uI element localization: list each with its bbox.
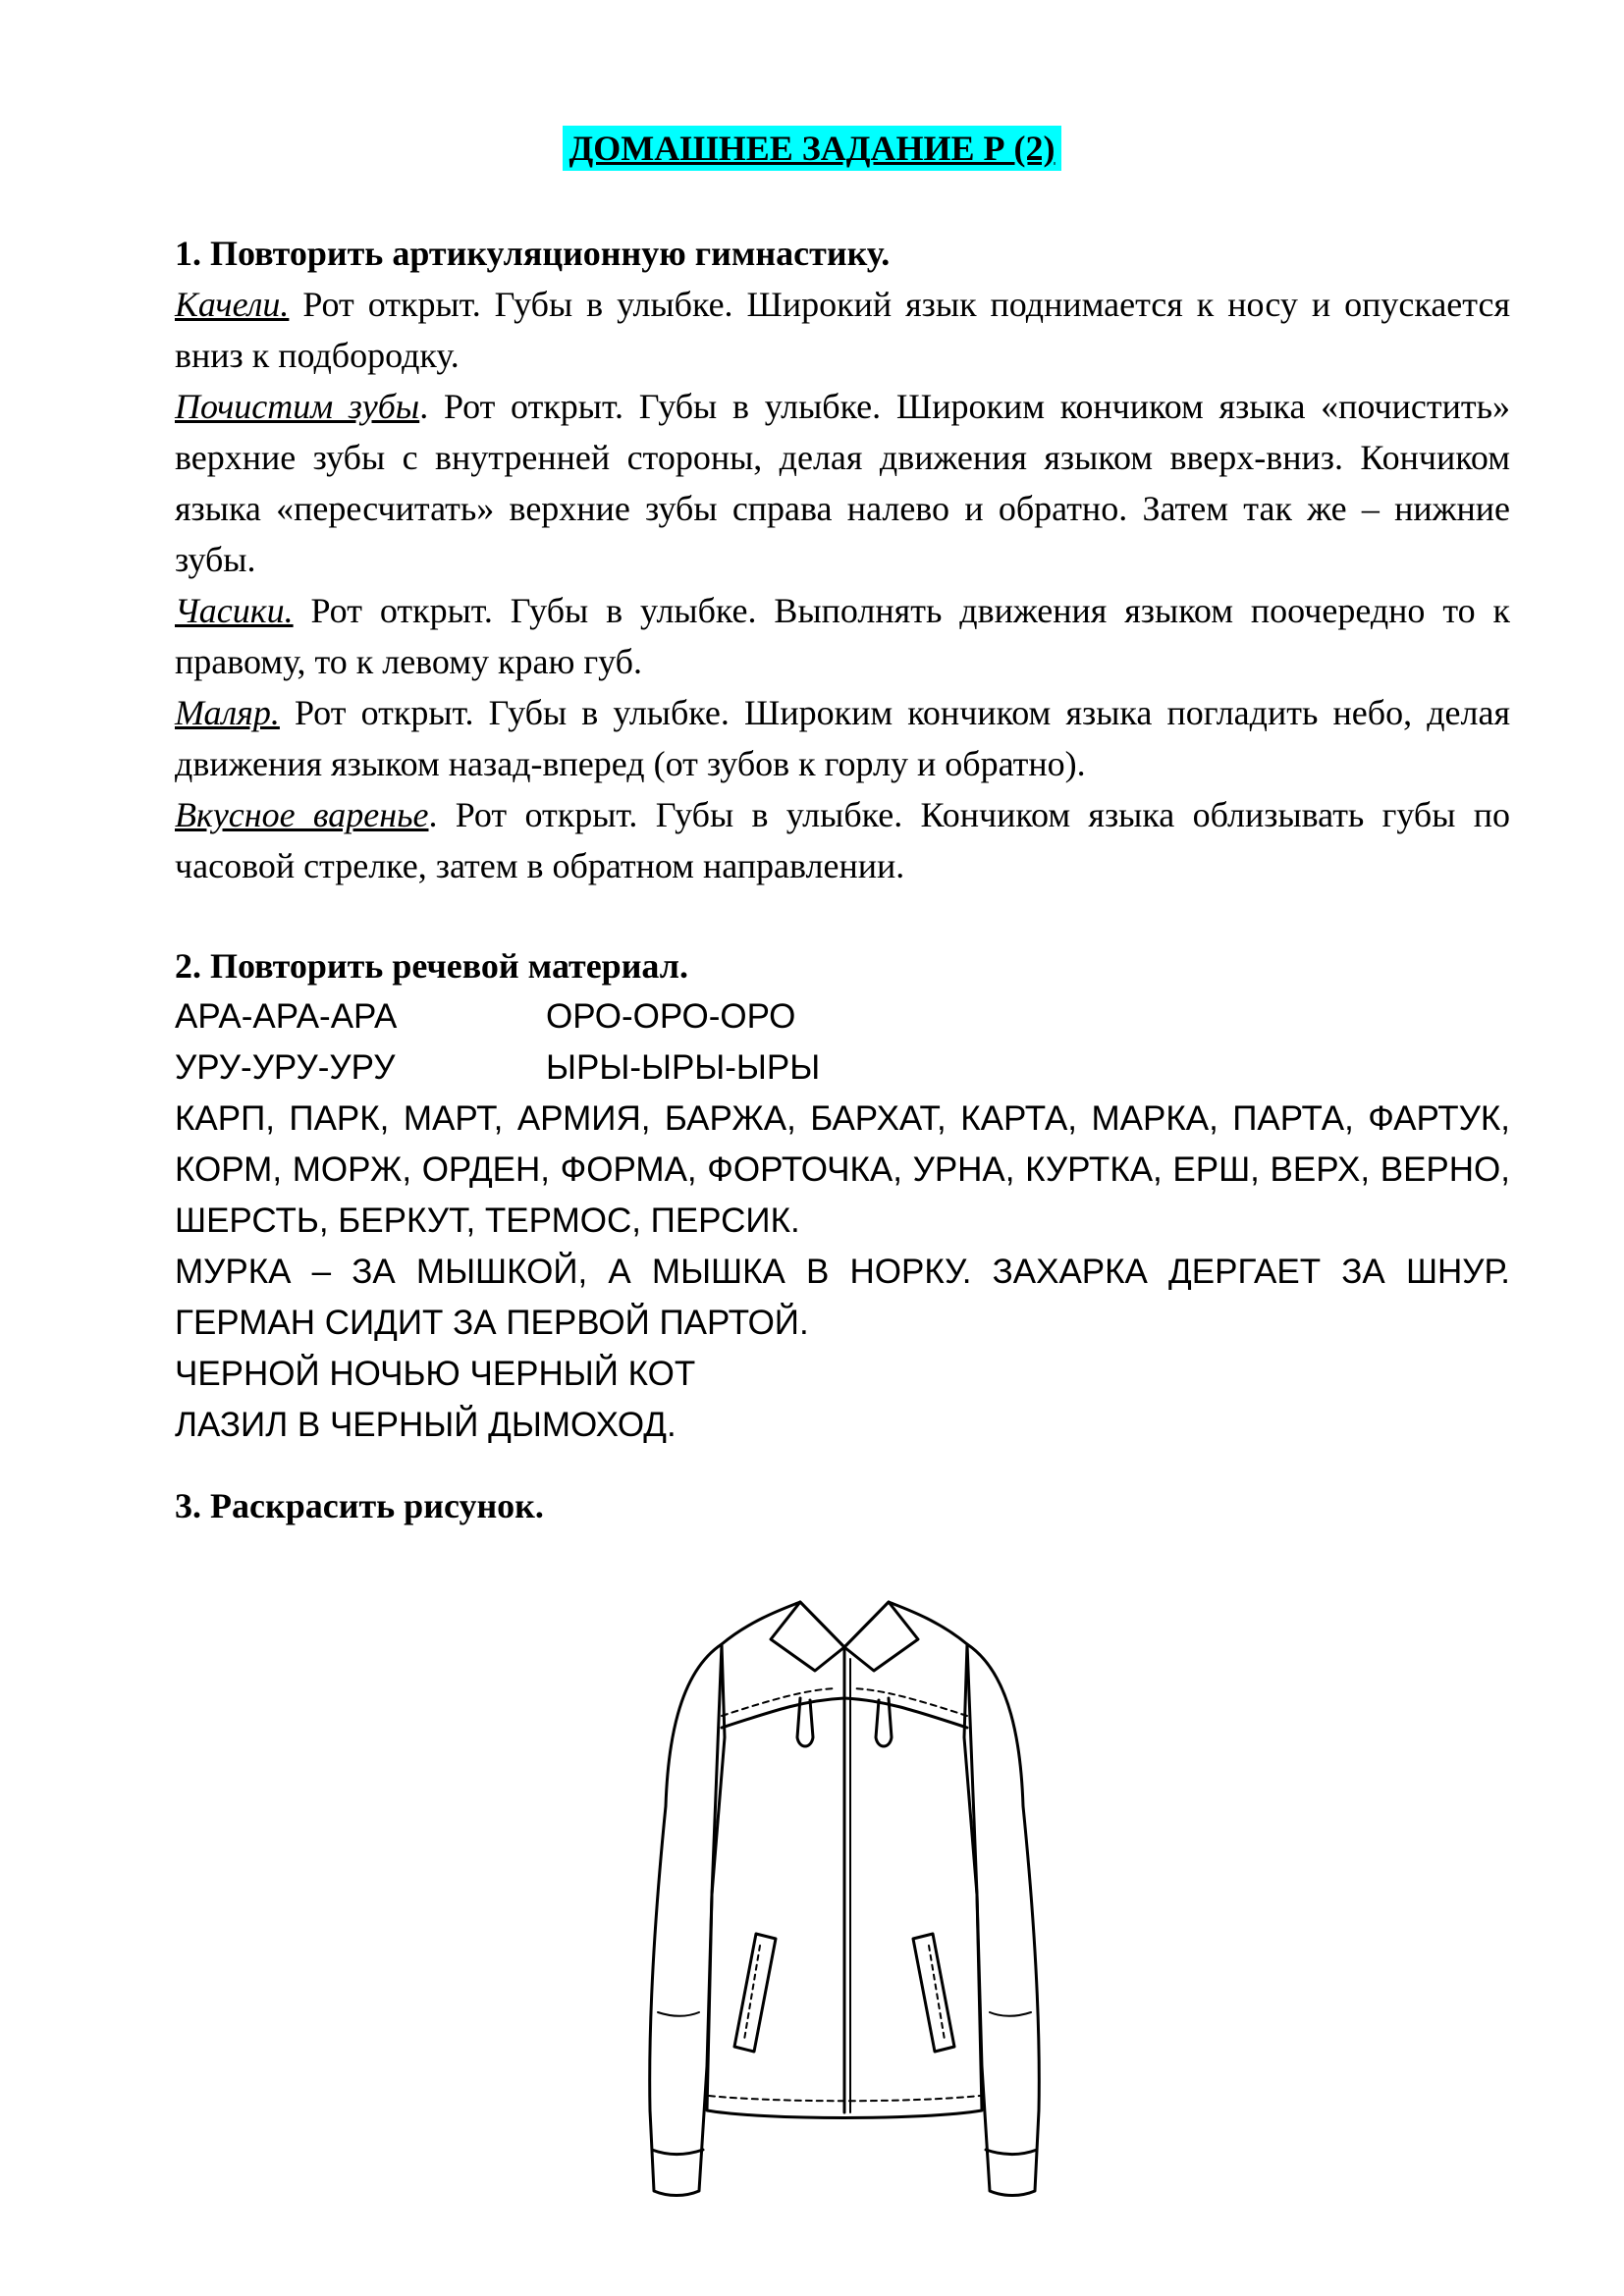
syllable-group: УРУ-УРУ-УРУ	[175, 1048, 396, 1087]
page-title: ДОМАШНЕЕ ЗАДАНИЕ Р (2)	[563, 126, 1060, 171]
exercise-text: . Рот открыт. Губы в улыбке. Кончиком языка облизывать губы по часовой стрелке, затем в обратном направлении.	[175, 795, 1510, 885]
syllables-row	[175, 991, 1510, 1042]
collar-right	[844, 1602, 918, 1671]
syllable-group: АРА-АРА-АРА	[175, 997, 398, 1036]
section1-heading: 1. Повторить артикуляционную гимнастику.	[175, 234, 891, 273]
exercise-text: Рот открыт. Губы в улыбке. Широкий язык поднимается к носу и опускается вниз к подбородку.	[175, 285, 1510, 375]
exercise-chasiki	[175, 585, 1510, 687]
poem	[175, 1349, 1510, 1451]
section-coloring	[175, 1480, 1510, 1531]
pocket-left	[734, 1934, 776, 2052]
exercise-vkusnoe-varenye	[175, 789, 1510, 891]
chest-loop-left	[797, 1698, 813, 1746]
exercise-name: Маляр.	[175, 693, 280, 732]
syllables-row	[175, 1042, 1510, 1094]
exercise-name: Часики.	[175, 591, 294, 630]
exercise-malyar	[175, 687, 1510, 789]
jacket-drawing	[628, 1600, 1060, 2228]
section3-heading: 3. Раскрасить рисунок.	[175, 1486, 544, 1525]
section-articulation	[175, 228, 1510, 891]
exercise-pochistim-zuby	[175, 381, 1510, 585]
title-container	[0, 126, 1624, 171]
section2-heading: 2. Повторить речевой материал.	[175, 946, 688, 986]
collar-left	[771, 1602, 844, 1671]
section-speech-material	[175, 940, 1510, 1451]
exercise-text: . Рот открыт. Губы в улыбке. Широким кончиком языка «почистить» верхние зубы с внутренней стороны, делая движения языком вверх-вниз. Кончиком языка «пересчитать» верхние зубы справа налево и обратно. Затем так же – нижние зубы.	[175, 387, 1510, 579]
pocket-right	[913, 1934, 954, 2052]
exercise-name: Вкусное варенье	[175, 795, 429, 834]
exercise-text: Рот открыт. Губы в улыбке. Выполнять движения языком поочередно то к правому, то к левому краю губ.	[175, 591, 1510, 681]
syllable-group: ОРО-ОРО-ОРО	[546, 997, 796, 1036]
sentences: МУРКА – ЗА МЫШКОЙ, А МЫШКА В НОРКУ. ЗАХАРКА ДЕРГАЕТ ЗА ШНУР. ГЕРМАН СИДИТ ЗА ПЕРВОЙ ПАРТОЙ.	[175, 1253, 1510, 1342]
exercise-text: Рот открыт. Губы в улыбке. Широким кончиком языка погладить небо, делая движения языком назад-вперед (от зубов к горлу и обратно).	[175, 693, 1510, 783]
poem-line: ЧЕРНОЙ НОЧЬЮ ЧЕРНЫЙ КОТ	[175, 1355, 696, 1393]
word-list: КАРП, ПАРК, МАРТ, АРМИЯ, БАРЖА, БАРХАТ, КАРТА, МАРКА, ПАРТА, ФАРТУК, КОРМ, МОРЖ, ОРДЕН, ФОРМА, ФОРТОЧКА, УРНА, КУРТКА, ЕРШ, ВЕРХ, ВЕРНО, ШЕРСТЬ, БЕРКУТ, ТЕРМОС, ПЕРСИК.	[175, 1099, 1510, 1240]
chest-loop-right	[876, 1698, 892, 1746]
exercise-name: Почистим зубы	[175, 387, 420, 426]
exercise-name: Качели.	[175, 285, 290, 324]
exercise-kacheli	[175, 279, 1510, 381]
poem-line: ЛАЗИЛ В ЧЕРНЫЙ ДЫМОХОД.	[175, 1406, 677, 1444]
syllable-group: ЫРЫ-ЫРЫ-ЫРЫ	[546, 1048, 821, 1087]
